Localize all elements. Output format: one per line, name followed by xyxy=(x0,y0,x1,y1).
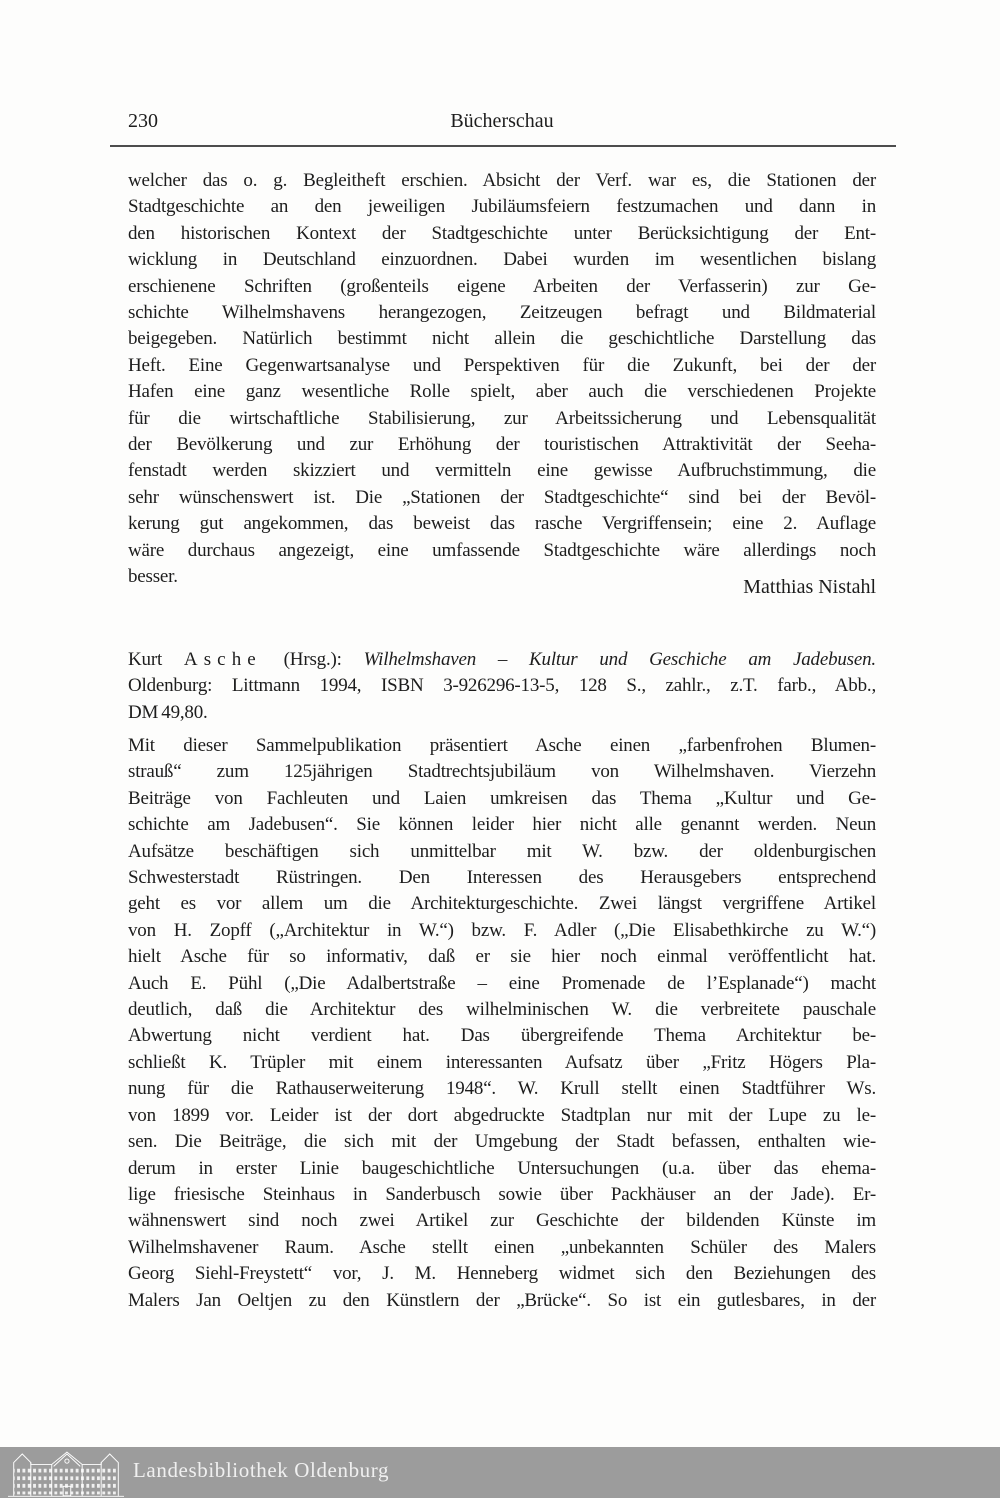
text-line: der Bevölkerung und zur Erhöhung der touristischen Attraktivität der Seeha- xyxy=(128,434,876,456)
text-line: kerung gut angekommen, das beweist das rasche Vergriffensein; eine 2. Auflage xyxy=(128,513,876,535)
text-line: lige friesische Steinhaus in Sanderbusch sowie über Packhäuser an der Jade). Er- xyxy=(128,1183,876,1205)
text-line: wäre durchaus angezeigt, eine umfassende Stadtgeschichte wäre allerdings noch xyxy=(128,539,876,561)
text-line: derum in erster Linie baugeschichtliche Untersuchungen (u.a. über das ehema- xyxy=(128,1157,876,1179)
text-line: geht es vor allem um die Architekturgeschichte. Zwei längst vergriffene Artikel xyxy=(128,893,876,915)
text-line: wicklung in Deutschland einzuordnen. Dabei wurden im wesentlichen bislang xyxy=(128,249,876,271)
page-number: 230 xyxy=(128,110,158,132)
text-line: schichte am Jadebusen“. Sie können leider hier nicht alle genannt werden. Neun xyxy=(128,814,876,836)
text-line: Beiträge von Fachleuten und Laien umkreisen das Thema „Kultur und Ge- xyxy=(128,787,876,809)
text-line: schichte Wilhelmshavens herangezogen, Zeitzeugen befragt und Bildmaterial xyxy=(128,302,876,324)
text-line: fenstadt werden skizziert und vermitteln eine gewisse Aufbruchstimmung, die xyxy=(128,460,876,482)
text-line: deutlich, daß die Architektur des wilhelminischen W. die verbreitete pauschale xyxy=(128,999,876,1021)
text-line: wähnenswert sind noch zwei Artikel zur Geschichte der bildenden Künste im xyxy=(128,1210,876,1232)
text-line: strauß“ zum 125jährigen Stadtrechtsjubiläum von Wilhelmshaven. Vierzehn xyxy=(128,761,876,783)
text-line: sehr wünschenswert ist. Die „Stationen der Stadtgeschichte“ sind bei der Bevöl- xyxy=(128,486,876,508)
text-line: hielt Asche für so informativ, daß er sie hier noch einmal veröffentlicht hat. xyxy=(128,946,876,968)
footer-label: Landesbibliothek Oldenburg xyxy=(133,1458,390,1482)
running-head xyxy=(128,110,876,138)
text-line: Schwesterstadt Rüstringen. Den Interessen des Herausgebers entsprechend xyxy=(128,867,876,889)
header-rule-divider xyxy=(110,145,896,147)
text-line: beigegeben. Natürlich bestimmt nicht allein die geschichtliche Darstellung das xyxy=(128,328,876,350)
citation-book-title: Wilhelmshaven – Kultur und Geschiche am Jadebusen. xyxy=(363,649,876,670)
text-line: Stadtgeschichte an den jeweiligen Jubiläumsfeiern festzumachen und dann in xyxy=(128,196,876,218)
citation-editor-suffix: (Hrsg.): xyxy=(283,649,342,670)
text-line: nung für die Rathauserweiterung 1948“. W. Krull stellt einen Stadtführer Ws. xyxy=(128,1078,876,1100)
reviewer-signature: Matthias Nistahl xyxy=(743,576,876,598)
review-paragraph-2 xyxy=(128,733,876,1314)
section-title: Bücherschau xyxy=(450,110,554,132)
text-line: Abwertung nicht verdient hat. Das übergreifende Thema Architektur be- xyxy=(128,1025,876,1047)
text-line: sen. Die Beiträge, die sich mit der Umgebung der Stadt befassen, enthalten wie- xyxy=(128,1131,876,1153)
citation-line-1 xyxy=(128,647,876,673)
citation-author-first: Kurt xyxy=(128,649,163,670)
text-line: von 1899 vor. Leider ist der dort abgedruckte Stadtplan nur mit der Lupe zu le- xyxy=(128,1104,876,1126)
text-line: Malers Jan Oeltjen zu den Künstlern der „Brücke“. So ist ein gutlesbares, in der xyxy=(128,1289,876,1311)
text-line: Wilhelmshavener Raum. Asche stellt einen „unbekannten Schüler des Malers xyxy=(128,1236,876,1258)
text-line: Hafen eine ganz wesentliche Rolle spielt, aber auch die verschiedenen Projekte xyxy=(128,381,876,403)
text-line: welcher das o. g. Begleitheft erschien. Absicht der Verf. war es, die Stationen der xyxy=(128,170,876,191)
book-citation xyxy=(128,647,876,726)
text-line: Auch E. Pühl („Die Adalbertstraße – eine Promenade de l’Esplanade“) macht xyxy=(128,972,876,994)
text-line: den historischen Kontext der Stadtgeschichte unter Berücksichtigung der Ent- xyxy=(128,222,876,244)
citation-line-2: Oldenburg: Littmann 1994, ISBN 3-926296-13-5, 128 S., zahlr., z.T. farb., Abb., xyxy=(128,675,876,697)
citation-author-last: Asche xyxy=(183,649,262,670)
text-line: Georg Siehl-Freystett“ vor, J. M. Henneberg widmet sich den Beziehungen des xyxy=(128,1263,876,1285)
text-line: von H. Zopff („Architektur in W.“) bzw. F. Adler („Die Elisabethkirche zu W.“) xyxy=(128,919,876,941)
text-line: erschienene Schriften (großenteils eigene Arbeiten der Verfasserin) zur Ge- xyxy=(128,275,876,297)
text-line: besser. xyxy=(128,566,178,588)
review-paragraph-1 xyxy=(128,168,876,591)
text-line: Mit dieser Sammelpublikation präsentiert Asche einen „farbenfrohen Blumen- xyxy=(128,735,876,756)
text-line: für die wirtschaftliche Stabilisierung, zur Arbeitssicherung und Lebensqualität xyxy=(128,407,876,429)
footer-bar xyxy=(0,1447,1000,1498)
text-line: Aufsätze beschäftigen sich unmittelbar mit W. bzw. der oldenburgischen xyxy=(128,840,876,862)
citation-line-3: DM 49,80. xyxy=(128,701,208,723)
text-line: schließt K. Trüpler mit einem interessanten Aufsatz über „Fritz Högers Pla- xyxy=(128,1051,876,1073)
text-line: Heft. Eine Gegenwartsanalyse und Perspektiven für die Zukunft, bei der der xyxy=(128,354,876,376)
library-building-icon xyxy=(8,1449,124,1497)
